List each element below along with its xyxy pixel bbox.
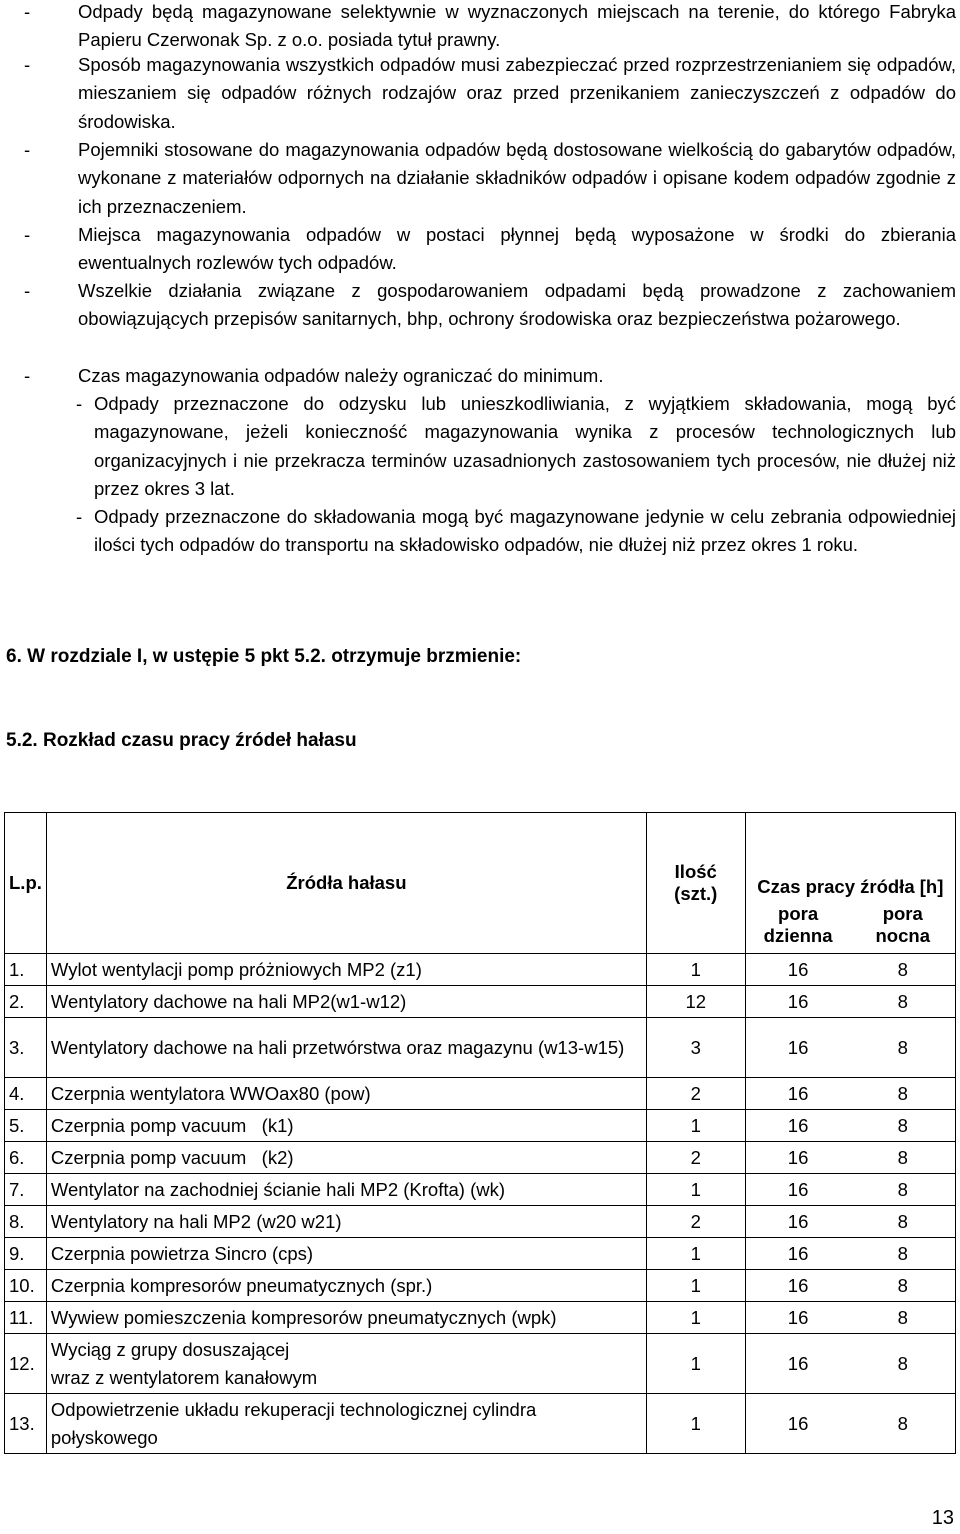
bullet-dash: - — [24, 139, 31, 160]
row-source: Odpowietrzenie układu rekuperacji technologicznej cylindra połyskowego — [46, 1394, 646, 1454]
row-source: Wylot wentylacji pomp próżniowych MP2 (z1) — [46, 954, 646, 986]
row-day: 16 — [745, 1206, 850, 1238]
bullet-item — [24, 136, 956, 221]
row-lp: 5. — [5, 1110, 47, 1142]
row-night: 8 — [851, 1142, 956, 1174]
table-row — [5, 1394, 956, 1454]
row-lp: 3. — [5, 1018, 47, 1078]
row-day: 16 — [745, 1142, 850, 1174]
row-night: 8 — [851, 1174, 956, 1206]
row-lp: 1. — [5, 954, 47, 986]
row-lp: 7. — [5, 1174, 47, 1206]
row-source: Czerpnia kompresorów pneumatycznych (spr.) — [46, 1270, 646, 1302]
row-source: Czerpnia powietrza Sincro (cps) — [46, 1238, 646, 1270]
row-qty: 1 — [646, 1334, 745, 1394]
table-row — [5, 1110, 956, 1142]
bullet-text: Odpady przeznaczone do składowania mogą być magazynowane jedynie w celu zebrania odpowiedniej ilości tych odpadów do transportu na składowisko odpadów, nie dłużej niż przez okres 1 roku. — [94, 506, 956, 556]
table-row — [5, 1142, 956, 1174]
bullet-item — [24, 0, 956, 55]
row-night: 8 — [851, 1394, 956, 1454]
bullet-dash: - — [76, 393, 83, 414]
row-qty: 2 — [646, 1142, 745, 1174]
bullet-text: Sposób magazynowania wszystkich odpadów musi zabezpieczać przed rozprzestrzenianiem się odpadów, mieszaniem się odpadów różnych rodzajów oraz przed przenikaniem zanieczyszczeń z odpadów do środowiska. — [78, 54, 956, 132]
sub-bullet-item — [76, 390, 956, 504]
table-row — [5, 1238, 956, 1270]
row-night: 8 — [851, 986, 956, 1018]
header-qty: Ilość (szt.) — [646, 813, 745, 954]
bullet-item — [24, 362, 956, 390]
bullet-dash: - — [24, 1, 31, 22]
bullet-item — [24, 221, 956, 278]
row-qty: 1 — [646, 1302, 745, 1334]
row-lp: 2. — [5, 986, 47, 1018]
row-day: 16 — [745, 1238, 850, 1270]
row-source: Wentylatory dachowe na hali MP2(w1-w12) — [46, 986, 646, 1018]
bullet-text: Czas magazynowania odpadów należy ograniczać do minimum. — [78, 365, 604, 386]
row-lp: 6. — [5, 1142, 47, 1174]
row-lp: 13. — [5, 1394, 47, 1454]
row-lp: 12. — [5, 1334, 47, 1394]
table-row — [5, 1270, 956, 1302]
row-day: 16 — [745, 1174, 850, 1206]
header-work-time: Czas pracy źródła [h] — [745, 813, 955, 898]
row-qty: 2 — [646, 1206, 745, 1238]
row-night: 8 — [851, 1270, 956, 1302]
row-day: 16 — [745, 954, 850, 986]
row-lp: 11. — [5, 1302, 47, 1334]
row-source: Wyciąg z grupy dosuszającej wraz z wentylatorem kanałowym — [46, 1334, 646, 1394]
row-night: 8 — [851, 1206, 956, 1238]
row-day: 16 — [745, 1018, 850, 1078]
bullet-item — [24, 277, 956, 334]
table-row — [5, 1078, 956, 1110]
bullet-dash: - — [24, 224, 31, 245]
bullet-text: Odpady będą magazynowane selektywnie w wyznaczonych miejscach na terenie, do którego Fabryka Papieru Czerwonak Sp. z o.o. posiada tytuł prawny. — [78, 1, 956, 51]
row-qty: 1 — [646, 1174, 745, 1206]
row-night: 8 — [851, 1110, 956, 1142]
bullet-dash: - — [76, 506, 83, 527]
row-day: 16 — [745, 1110, 850, 1142]
row-qty: 2 — [646, 1078, 745, 1110]
row-source: Wentylatory na hali MP2 (w20 w21) — [46, 1206, 646, 1238]
row-day: 16 — [745, 1078, 850, 1110]
row-source: Wentylator na zachodniej ścianie hali MP2 (Krofta) (wk) — [46, 1174, 646, 1206]
bullet-text: Pojemniki stosowane do magazynowania odpadów będą dostosowane wielkością do gabarytów odpadów, wykonane z materiałów odpornych na działanie składników odpadów i opisane kodem odpadów zgodnie z ich przeznaczeniem. — [78, 139, 956, 217]
row-qty: 1 — [646, 1238, 745, 1270]
table-row — [5, 1206, 956, 1238]
bullet-text: Odpady przeznaczone do odzysku lub unieszkodliwiania, z wyjątkiem składowania, mogą być magazynowane, jeżeli konieczność magazynowania wynika z procesów technologicznych lub organizacyjnych i nie przekracza terminów uzasadnionych zastosowaniem tych procesów, nie dłużej niż przez okres 3 lat. — [94, 393, 956, 500]
bullet-item — [24, 51, 956, 136]
table-row — [5, 986, 956, 1018]
section-heading: 6. W rozdziale I, w ustępie 5 pkt 5.2. otrzymuje brzmienie: — [6, 646, 522, 667]
bullet-dash: - — [24, 280, 31, 301]
row-night: 8 — [851, 1334, 956, 1394]
row-night: 8 — [851, 954, 956, 986]
row-day: 16 — [745, 986, 850, 1018]
bullet-dash: - — [24, 365, 31, 386]
row-source: Wywiew pomieszczenia kompresorów pneumatycznych (wpk) — [46, 1302, 646, 1334]
subsection-heading: 5.2. Rozkład czasu pracy źródeł hałasu — [6, 730, 357, 751]
table-row — [5, 954, 956, 986]
row-day: 16 — [745, 1270, 850, 1302]
row-qty: 12 — [646, 986, 745, 1018]
header-source: Źródła hałasu — [46, 813, 646, 954]
table-header-row — [5, 813, 956, 898]
header-night: pora nocna — [851, 898, 956, 954]
table-row — [5, 1334, 956, 1394]
page-number: 13 — [931, 1507, 954, 1529]
row-source: Czerpnia pomp vacuum (k2) — [46, 1142, 646, 1174]
table-row — [5, 1018, 956, 1078]
row-qty: 1 — [646, 954, 745, 986]
row-day: 16 — [745, 1334, 850, 1394]
header-lp: L.p. — [5, 813, 47, 954]
row-qty: 3 — [646, 1018, 745, 1078]
row-qty: 1 — [646, 1394, 745, 1454]
row-qty: 1 — [646, 1270, 745, 1302]
row-lp: 10. — [5, 1270, 47, 1302]
row-qty: 1 — [646, 1110, 745, 1142]
sub-bullet-item — [76, 503, 956, 560]
row-night: 8 — [851, 1302, 956, 1334]
table-row — [5, 1174, 956, 1206]
table-row — [5, 1302, 956, 1334]
row-day: 16 — [745, 1302, 850, 1334]
row-day: 16 — [745, 1394, 850, 1454]
row-lp: 8. — [5, 1206, 47, 1238]
row-night: 8 — [851, 1238, 956, 1270]
row-night: 8 — [851, 1078, 956, 1110]
row-lp: 9. — [5, 1238, 47, 1270]
row-night: 8 — [851, 1018, 956, 1078]
row-source: Czerpnia wentylatora WWOax80 (pow) — [46, 1078, 646, 1110]
bullet-text: Wszelkie działania związane z gospodarowaniem odpadami będą prowadzone z zachowaniem obowiązujących przepisów sanitarnych, bhp, ochrony środowiska oraz bezpieczeństwa pożarowego. — [78, 280, 956, 330]
header-day: pora dzienna — [745, 898, 850, 954]
bullet-dash: - — [24, 54, 31, 75]
noise-sources-table — [4, 812, 956, 1454]
bullet-text: Miejsca magazynowania odpadów w postaci płynnej będą wyposażone w środki do zbierania ewentualnych rozlewów tych odpadów. — [78, 224, 956, 274]
row-source: Wentylatory dachowe na hali przetwórstwa oraz magazynu (w13-w15) — [46, 1018, 646, 1078]
row-source: Czerpnia pomp vacuum (k1) — [46, 1110, 646, 1142]
row-lp: 4. — [5, 1078, 47, 1110]
